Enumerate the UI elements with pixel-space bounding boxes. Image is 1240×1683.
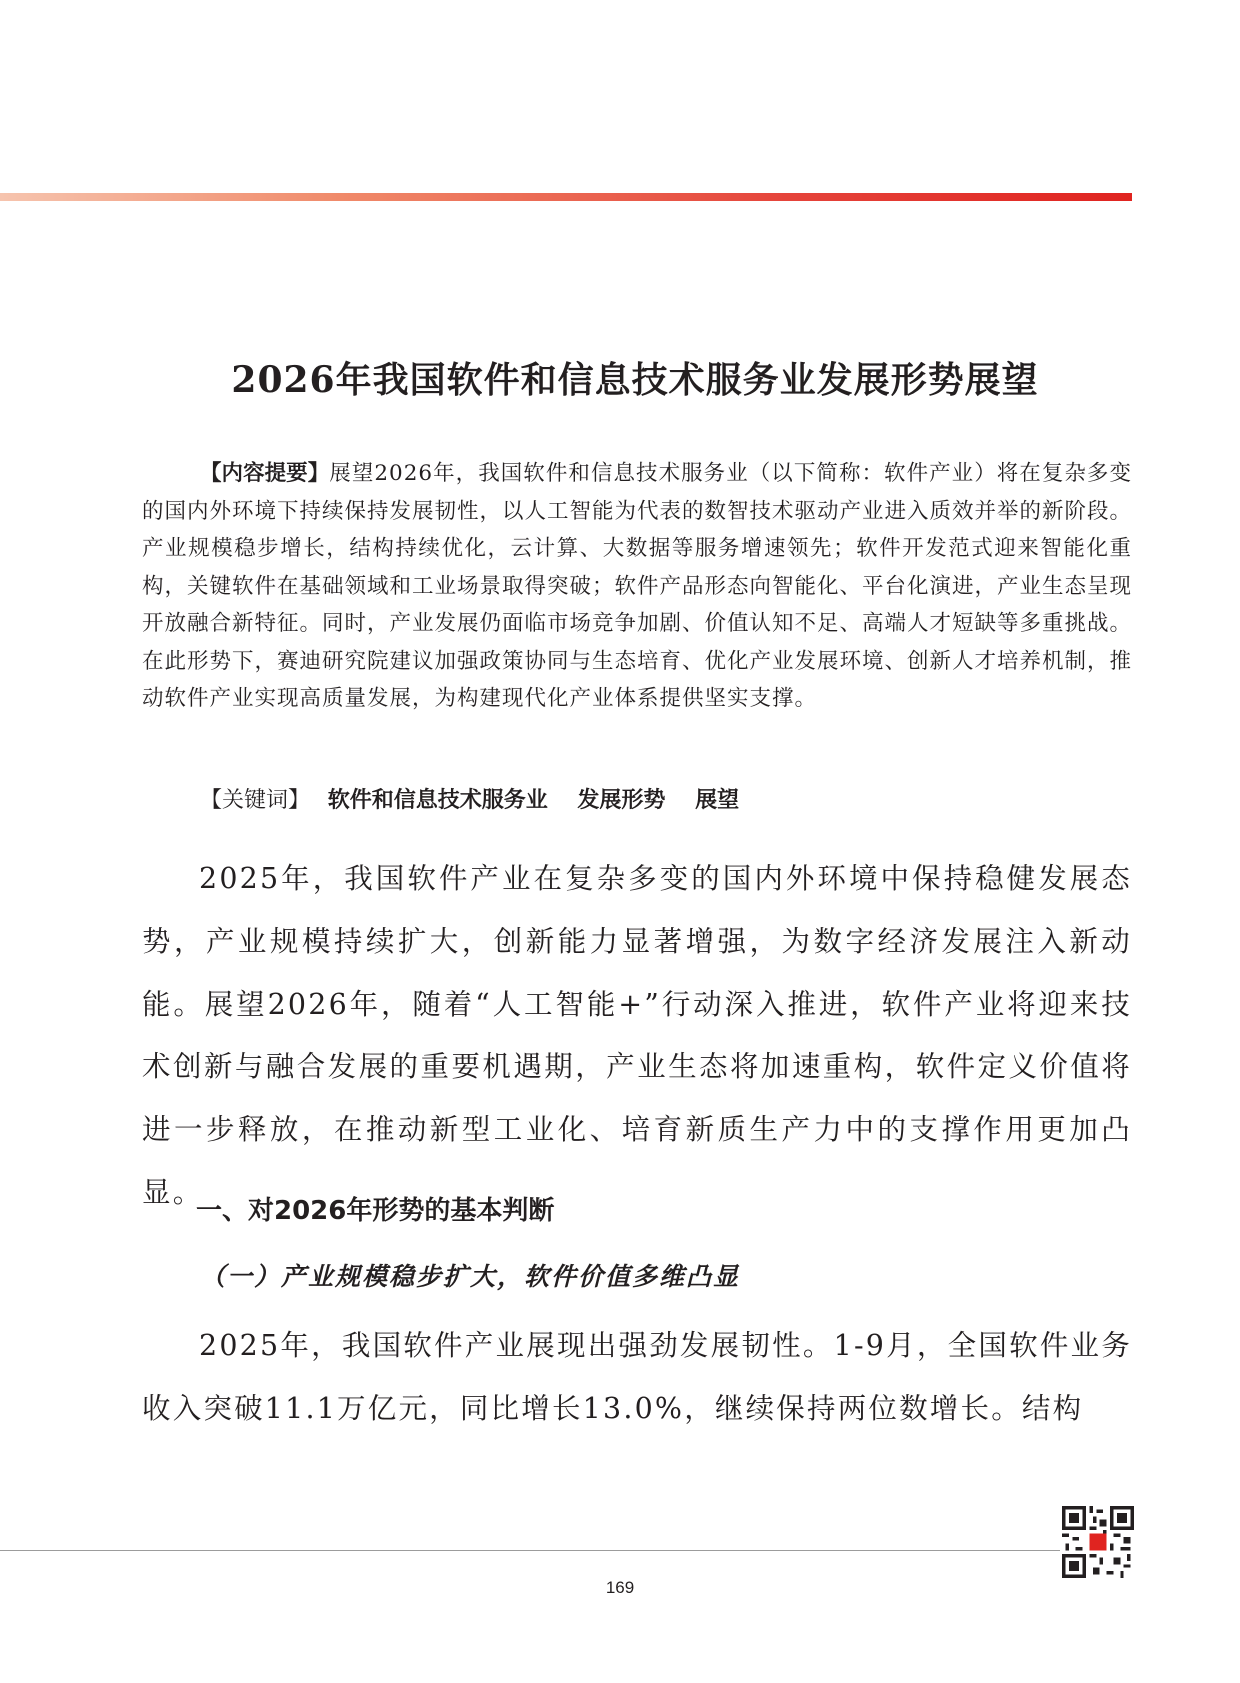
footer-divider [0, 1550, 1060, 1551]
abstract-label: 【内容提要】 [200, 461, 330, 486]
section-heading: 一、对2026年形势的基本判断 [196, 1196, 555, 1226]
abstract-text: 展望2026年，我国软件和信息技术服务业（以下简称：软件产业）将在复杂多变的国内外环境下持续保持发展韧性，以人工智能为代表的数智技术驱动产业进入质效并举的新阶段。产业规模稳步增长，结构持续优化，云计算、大数据等服务增速领先；软件开发范式迎来智能化重构，关键软件在基础领域和工业场景取得突破；软件产品形态向智能化、平台化演进，产业生态呈现开放融合新特征。同时，产业发展仍面临市场竞争加剧、价值认知不足、高端人才短缺等多重挑战。在此形势下，赛迪研究院建议加强政策协同与生态培育、优化产业发展环境、创新人才培养机制，推动软件产业实现高质量发展，为构建现代化产业体系提供坚实支撑。 [142, 461, 1133, 711]
intro-paragraph: 2025年，我国软件产业在复杂多变的国内外环境中保持稳健发展态势，产业规模持续扩大，创新能力显著增强，为数字经济发展注入新动能。展望2026年，随着“人工智能+”行动深入推进，软件产业将迎来技术创新与融合发展的重要机遇期，产业生态将加速重构，软件定义价值将进一步释放，在推动新型工业化、培育新质生产力中的支撑作用更加凸显。 [142, 862, 1132, 1209]
keyword-item: 发展形势 [577, 788, 666, 813]
keyword-item: 展望 [695, 788, 740, 813]
qr-code-icon [1062, 1506, 1134, 1578]
keywords [200, 783, 761, 814]
page-title: 2026年我国软件和信息技术服务业发展形势展望 [231, 359, 1039, 402]
body-paragraph: 2025年，我国软件产业展现出强劲发展韧性。1-9月，全国软件业务收入突破11.1万亿元，同比增长13.0%，继续保持两位数增长。结构 [142, 1329, 1132, 1425]
keywords-label: 【关键词】 [200, 788, 311, 813]
page-number: 169 [605, 1578, 635, 1597]
abstract [142, 455, 1132, 718]
subsection-heading: （一）产业规模稳步扩大，软件价值多维凸显 [200, 1262, 741, 1291]
keyword-item: 软件和信息技术服务业 [327, 788, 548, 813]
header-accent-bar [0, 193, 1132, 201]
